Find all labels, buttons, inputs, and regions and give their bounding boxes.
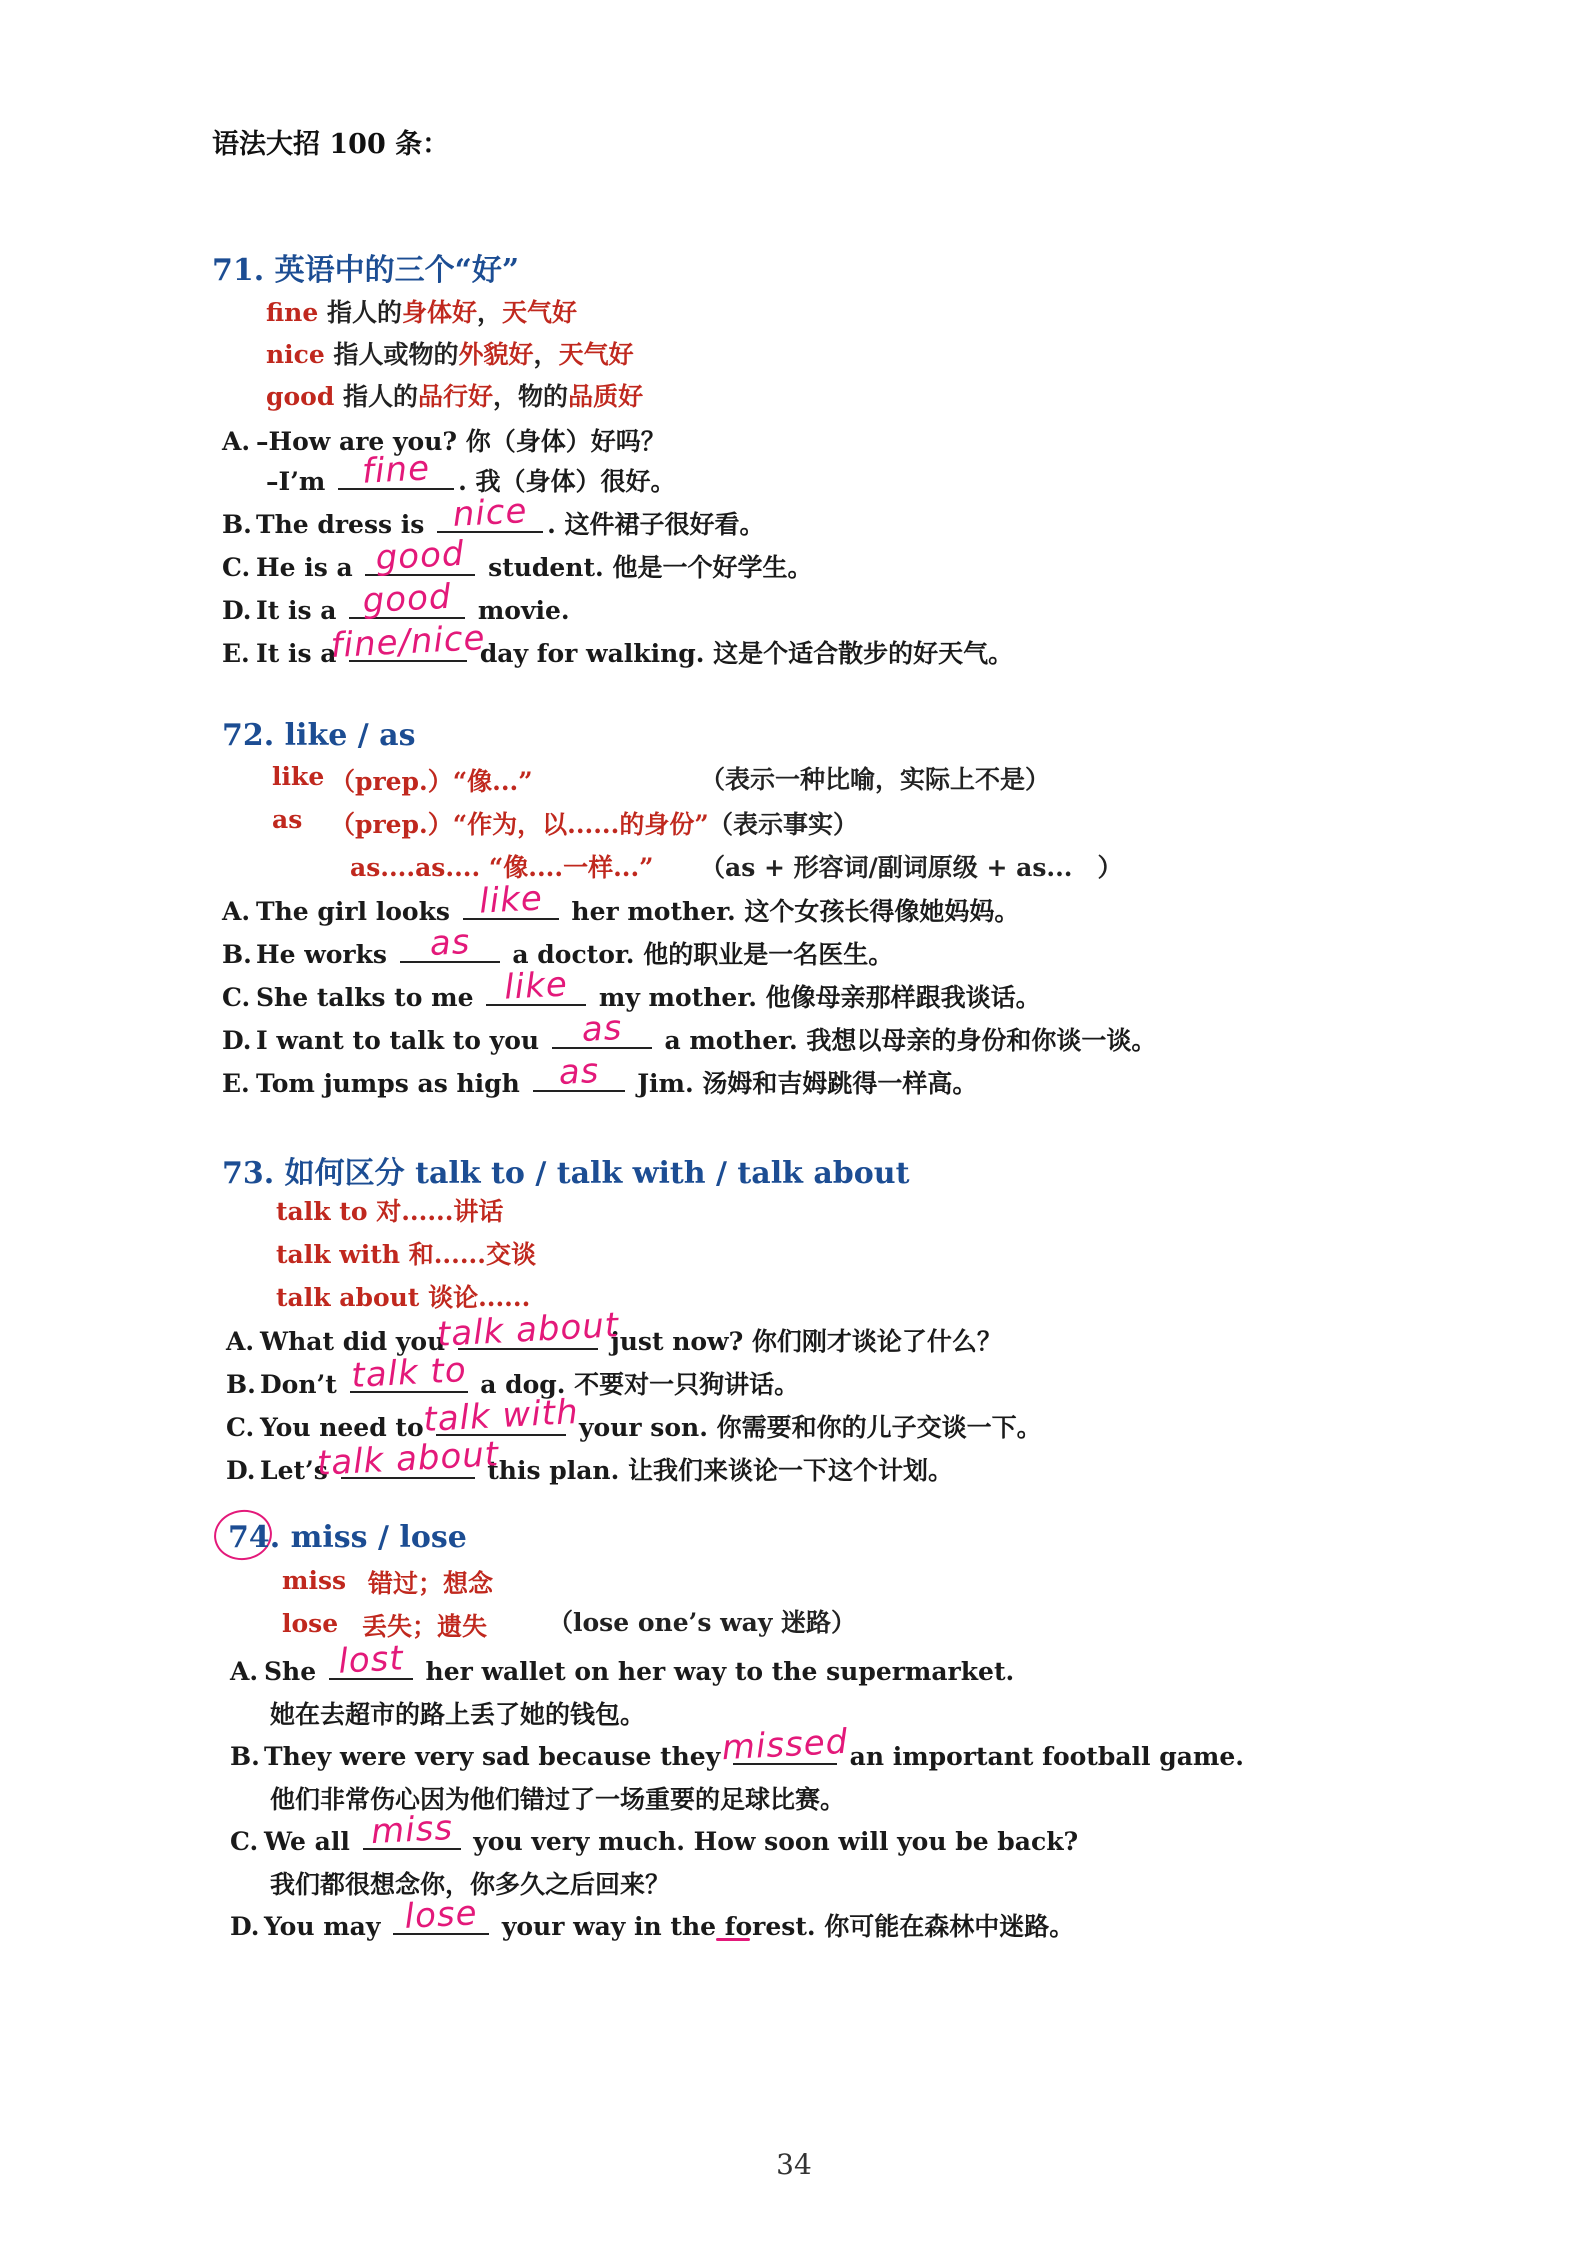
rule-highlight: 品质好 — [568, 382, 644, 411]
section-number: 73. — [222, 1156, 275, 1191]
exercise-text: her wallet on her way to the supermarket. — [416, 1657, 1015, 1686]
answer-blank — [349, 576, 465, 622]
exercise-73-d — [226, 1434, 953, 1487]
exercise-71-a — [222, 422, 666, 458]
exercise-71-a2 — [266, 448, 676, 498]
handwritten-answer: miss — [369, 1807, 454, 1853]
exercise-letter: A. — [226, 1327, 255, 1356]
section-number: 74. — [228, 1520, 281, 1555]
section-title-text: 英语中的三个“好” — [274, 253, 520, 288]
exercise-text: student. 他是一个好学生。 — [479, 553, 813, 582]
rule-keyword: like — [272, 762, 325, 791]
section-73-title — [222, 1148, 909, 1192]
handwritten-answer: talk with — [422, 1391, 580, 1441]
handwritten-answer: as — [580, 1007, 624, 1051]
exercise-text: You need to — [260, 1413, 433, 1442]
rule-lose — [282, 1609, 338, 1638]
rule-lose-note: （lose one’s way 迷路） — [548, 1608, 857, 1637]
exercise-71-d — [222, 576, 570, 625]
exercise-text: you very much. How soon will you be back? — [464, 1827, 1079, 1856]
handwritten-answer: talk about — [435, 1305, 620, 1355]
rule-text: 和......交谈 — [400, 1240, 536, 1269]
rule-text: 指人或物的 — [324, 340, 459, 369]
exercise-text: It is a — [256, 639, 346, 668]
handwritten-answer: fine/nice — [329, 617, 487, 667]
exercise-letter: D. — [222, 596, 252, 625]
answer-blank — [533, 1050, 625, 1094]
handwritten-answer: nice — [451, 491, 529, 535]
rule-text: 指人的 — [334, 382, 419, 411]
rule-talk-with — [276, 1235, 536, 1271]
rule-keyword: talk to — [276, 1197, 368, 1226]
exercise-text: Let’s — [260, 1456, 337, 1485]
answer-blank — [486, 964, 586, 1008]
exercise-text: an important football game. — [840, 1742, 1244, 1771]
section-title-en: talk to / talk with / talk about — [415, 1156, 910, 1191]
handwritten-answer: good — [375, 533, 466, 579]
section-title-text: like / as — [284, 718, 416, 753]
exercise-text: She talks to me — [256, 983, 483, 1012]
rule-text: 指人的 — [318, 298, 402, 327]
exercise-71-e — [222, 617, 1014, 670]
exercise-text: He is a — [256, 553, 362, 582]
handwritten-answer: talk to — [349, 1350, 468, 1396]
exercise-74-c — [230, 1807, 1079, 1856]
exercise-letter: B. — [222, 940, 252, 969]
rule-as-as-note: （as + 形容词/副词原级 + as... ） — [700, 853, 1123, 882]
handwritten-answer: good — [361, 576, 453, 622]
exercise-74-d — [230, 1893, 1075, 1943]
exercise-text: your son. 你需要和你的儿子交谈一下。 — [570, 1413, 1042, 1442]
exercise-text: day for walking. 这是个适合散步的好天气。 — [471, 639, 1014, 668]
exercise-73-a — [226, 1305, 1002, 1358]
exercise-letter: B. — [230, 1742, 260, 1771]
rule-as-def: （prep.）“作为，以......的身份” — [330, 810, 709, 839]
exercise-text: my mother. 他像母亲那样跟我谈话。 — [590, 983, 1041, 1012]
answer-blank — [365, 533, 475, 579]
exercise-text: I want to talk to you — [256, 1026, 548, 1055]
answer-blank — [329, 617, 487, 667]
exercise-text: a dog. 不要对一只狗讲话。 — [471, 1370, 800, 1399]
exercise-74-a — [230, 1638, 1015, 1686]
rule-text: ，物的 — [493, 382, 569, 411]
translation-74-b: 他们非常伤心因为他们错过了一场重要的足球比赛。 — [270, 1785, 846, 1814]
exercise-text: this plan. 让我们来谈论一下这个计划。 — [478, 1456, 953, 1485]
exercise-72-c — [222, 964, 1041, 1014]
exercise-74-b — [230, 1721, 1244, 1771]
answer-blank — [435, 1305, 620, 1355]
section-number: 72. — [222, 718, 275, 753]
rule-as-note: （表示事实） — [708, 810, 859, 839]
rule-like — [272, 762, 324, 791]
answer-blank — [363, 1807, 461, 1853]
rule-good — [266, 377, 643, 413]
exercise-71-b — [222, 491, 765, 541]
rule-as-as-def: as....as.... “像....一样...” — [350, 853, 654, 882]
answer-blank — [315, 1434, 500, 1484]
rule-like-def: （prep.）“像...” — [330, 767, 533, 796]
exercise-text: . 这件裙子很好看。 — [547, 510, 765, 539]
rule-talk-about — [276, 1278, 530, 1314]
handwritten-answer: lose — [403, 1893, 479, 1937]
handwritten-underline-mark — [716, 1938, 750, 1941]
rule-as — [272, 805, 302, 834]
exercise-72-a — [222, 878, 1020, 928]
exercise-text: The dress is — [256, 510, 434, 539]
rule-keyword: good — [266, 382, 335, 411]
rule-highlight: 天气好 — [558, 340, 634, 369]
section-title-cn: 如何区分 — [284, 1156, 416, 1191]
rule-highlight: 品行好 — [418, 382, 494, 411]
section-74-title — [228, 1520, 467, 1555]
exercise-text: her mother. 这个女孩长得像她妈妈。 — [562, 897, 1020, 926]
exercise-text: a doctor. 他的职业是一名医生。 — [503, 940, 894, 969]
exercise-letter: C. — [230, 1827, 259, 1856]
exercise-letter: B. — [222, 510, 252, 539]
exercise-text: He works — [256, 940, 396, 969]
handwritten-answer: talk about — [315, 1434, 500, 1484]
rule-highlight: 身体好 — [401, 298, 477, 327]
exercise-letter: E. — [222, 1069, 250, 1098]
section-number: 71. — [212, 253, 265, 288]
exercise-text: The girl looks — [256, 897, 459, 926]
rule-keyword: talk about — [276, 1283, 420, 1312]
exercise-text: –How are you? 你（身体）好吗？ — [256, 427, 666, 456]
section-title-text: miss / lose — [290, 1520, 467, 1555]
exercise-text: What did you — [260, 1327, 454, 1356]
exercise-letter: A. — [222, 427, 251, 456]
exercise-73-c — [226, 1391, 1042, 1444]
rule-keyword: as — [272, 805, 303, 834]
exercise-text: You may — [264, 1912, 390, 1941]
rule-keyword: nice — [266, 340, 325, 369]
exercise-text: Tom jumps as high — [256, 1069, 529, 1098]
exercise-text: your way in the forest. 你可能在森林中迷路。 — [493, 1912, 1075, 1941]
rule-talk-to — [276, 1192, 503, 1228]
exercise-text: just now? 你们刚才谈论了什么？ — [601, 1327, 1002, 1356]
exercise-letter: A. — [230, 1657, 259, 1686]
handwritten-answer: like — [477, 878, 544, 922]
exercise-text: movie. — [469, 596, 570, 625]
translation-74-c: 我们都很想念你，你多久之后回来？ — [270, 1870, 671, 1899]
rule-text: ， — [477, 298, 503, 327]
answer-blank — [329, 1638, 413, 1682]
answer-blank — [338, 448, 454, 492]
rule-highlight: 外貌好 — [458, 340, 534, 369]
exercise-text: Jim. 汤姆和吉姆跳得一样高。 — [628, 1069, 978, 1098]
exercise-letter: D. — [230, 1912, 260, 1941]
answer-blank — [393, 1893, 489, 1937]
handwritten-answer: fine — [361, 448, 432, 492]
exercise-71-c — [222, 533, 813, 584]
handwritten-answer: missed — [720, 1721, 850, 1769]
exercise-letter: C. — [222, 553, 251, 582]
exercise-72-d — [222, 1007, 1157, 1057]
rule-keyword: fine — [266, 298, 319, 327]
answer-blank — [552, 1007, 652, 1051]
exercise-text: . 我（身体）很好。 — [458, 467, 676, 496]
page-header: 语法大招 100 条： — [212, 129, 450, 160]
exercise-letter: C. — [222, 983, 251, 1012]
exercise-text: We all — [264, 1827, 359, 1856]
exercise-letter: D. — [222, 1026, 252, 1055]
rule-keyword: miss — [282, 1566, 347, 1595]
rule-miss-def: 错过；想念 — [368, 1569, 494, 1598]
rule-lose-def: 丢失；遗失 — [362, 1612, 488, 1641]
section-72-title — [222, 718, 416, 753]
rule-miss — [282, 1566, 346, 1595]
exercise-letter: E. — [222, 639, 250, 668]
answer-blank — [720, 1721, 850, 1769]
exercise-text: –I’m — [266, 467, 335, 496]
answer-blank — [400, 921, 500, 965]
rule-text: 谈论...... — [419, 1283, 531, 1312]
exercise-letter: A. — [222, 897, 251, 926]
rule-highlight: 天气好 — [502, 298, 578, 327]
rule-keyword: lose — [282, 1609, 339, 1638]
rule-keyword: talk with — [276, 1240, 401, 1269]
page-number: 34 — [776, 2148, 812, 2181]
handwritten-answer: lost — [337, 1638, 405, 1682]
exercise-text: Don’t — [260, 1370, 346, 1399]
section-71-title — [212, 245, 519, 289]
exercise-text: They were very sad because they — [264, 1742, 729, 1771]
exercise-text: a mother. 我想以母亲的身份和你谈一谈。 — [655, 1026, 1157, 1055]
exercise-letter: D. — [226, 1456, 256, 1485]
handwritten-answer: like — [503, 964, 569, 1008]
rule-text: 对......讲话 — [367, 1197, 504, 1226]
exercise-text: She — [264, 1657, 325, 1686]
rule-fine — [266, 293, 577, 329]
answer-blank — [463, 878, 559, 922]
exercise-72-e — [222, 1050, 978, 1100]
handwritten-answer: as — [428, 921, 472, 965]
answer-blank — [422, 1391, 580, 1441]
handwritten-answer: as — [557, 1050, 600, 1094]
exercise-letter: C. — [226, 1413, 255, 1442]
answer-blank — [437, 491, 543, 535]
rule-nice — [266, 335, 634, 371]
rule-text: ， — [533, 340, 559, 369]
exercise-text: It is a — [256, 596, 346, 625]
answer-blank — [349, 1350, 468, 1396]
rule-like-note: （表示一种比喻，实际上不是） — [700, 765, 1051, 794]
exercise-letter: B. — [226, 1370, 256, 1399]
translation-74-a: 她在去超市的路上丢了她的钱包。 — [270, 1700, 646, 1729]
